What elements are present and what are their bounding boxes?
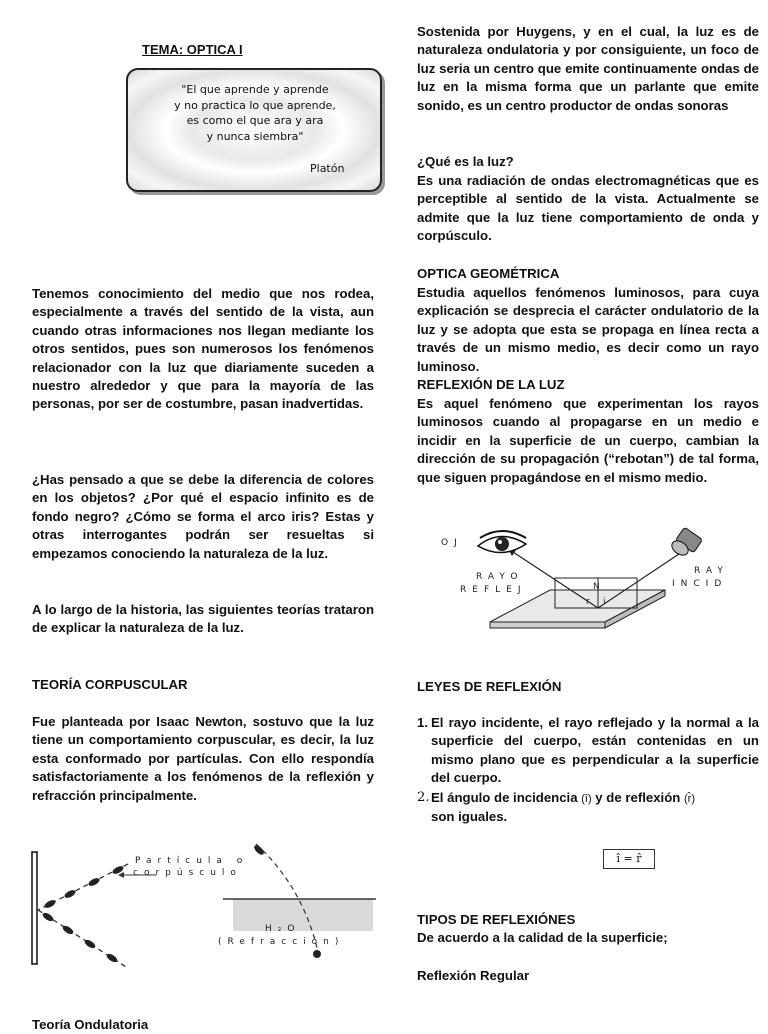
quote-author: Platón bbox=[310, 162, 345, 175]
rayo-incidente-label-2: INCID bbox=[672, 579, 728, 589]
normal-label: N bbox=[593, 582, 606, 592]
law-2-symbol-i: (î) bbox=[581, 793, 592, 805]
quote-line: y nunca siembra" bbox=[206, 129, 304, 143]
law-2-number: 2. bbox=[417, 790, 430, 805]
law-1-number: 1. bbox=[417, 715, 428, 730]
water-label: H₂O bbox=[265, 924, 301, 934]
quote-line: es como el que ara y ara bbox=[186, 114, 324, 127]
law-2-text-a: El ángulo de incidencia bbox=[431, 790, 578, 805]
particle-icon bbox=[63, 889, 76, 900]
que-es-paragraph: Es una radiación de ondas electromagnéticas que es perceptible al sentido de la vista. Actualmente se admite que la luz tiene comportamiento de onda y corpúsculo. bbox=[417, 173, 759, 244]
eye-icon bbox=[478, 531, 526, 553]
reflexion-heading: REFLEXIÓN DE LA LUZ bbox=[417, 377, 565, 392]
ojo-label: OJ bbox=[441, 538, 463, 548]
particle-icon bbox=[105, 952, 118, 964]
tipos-paragraph: De acuerdo a la calidad de la superficie; bbox=[417, 930, 668, 945]
refraction-label: (Refracción) bbox=[218, 937, 345, 947]
intro-paragraph: Tenemos conocimiento del medio que nos rodea, especialmente a través del sentido de la vista, aun cuando otras informaciones nos llegan mediante los otros sentidos, pues son numerosos los fenómenos relacionador con la luz que diariamente suceden a nuestro alrededor y que para la mayoría de las personas, por ser de costumbre, pasan inadvertidas. bbox=[32, 286, 374, 412]
optica-heading: OPTICA GEOMÉTRICA bbox=[417, 266, 560, 281]
reflexion-paragraph: Es aquel fenómeno que experimentan los rayos luminosos cuando al propagarse en un medio e incidir en la superficie de un cuerpo, cambian la dirección de su propagación (“rebotan”) de tal forma, que siguen propagándose en el mismo medio. bbox=[417, 396, 759, 485]
law-2-text bbox=[431, 789, 759, 827]
law-1-text: El rayo incidente, el rayo reflejado y la normal a la superficie del cuerpo, están contenidas en un mismo plano que es perpendicular a la superficie del cuerpo. bbox=[431, 715, 759, 786]
law-2 bbox=[417, 789, 759, 827]
law-2-symbol-r: (r̂) bbox=[684, 793, 695, 805]
tema-sep: : bbox=[178, 42, 187, 57]
rayo-reflejado-label-1: RAYO bbox=[476, 572, 524, 582]
formula-box: î = r̂ bbox=[603, 849, 655, 869]
tema-value: OPTICA I bbox=[186, 42, 243, 57]
que-es-heading: ¿Qué es la luz? bbox=[417, 154, 514, 169]
particle-label-1: Partícula o bbox=[135, 856, 249, 866]
regular-heading: Reflexión Regular bbox=[417, 968, 530, 983]
particle-icon bbox=[253, 844, 266, 857]
tipos-heading: TIPOS DE REFLEXIÓNES bbox=[417, 912, 576, 927]
rayo-incidente-label-1: RAY bbox=[694, 566, 729, 576]
tema-label: TEMA bbox=[142, 42, 179, 57]
particle-icon bbox=[87, 877, 100, 888]
law-2-text-c: son iguales. bbox=[431, 809, 508, 825]
particle-icon bbox=[43, 899, 56, 910]
questions-paragraph: ¿Has pensado a que se debe la diferencia de colores en los objetos? ¿Por qué el espacio infinito es de fondo negro? ¿Cómo se forma el arco iris? Estas y otras interrogantes podrán ser resueltas si empezamos conociendo la naturaleza de la luz. bbox=[32, 472, 374, 561]
ondulatoria-heading: Teoría Ondulatoria bbox=[32, 1017, 149, 1032]
surface-edge bbox=[490, 622, 605, 628]
angle-r-label: r bbox=[586, 597, 590, 607]
optica-paragraph: Estudia aquellos fenómenos luminosos, para cuya explicación se desprecia el carácter ondulatorio de la luz y se adopta que esta se propaga en línea recta a través de un mismo medio, es decir como un rayo luminoso. bbox=[417, 285, 759, 374]
quote-line: "El que aprende y aprende bbox=[181, 83, 329, 96]
corpuscular-heading: TEORÍA CORPUSCULAR bbox=[32, 677, 188, 692]
water-region bbox=[233, 899, 373, 931]
quote-line: y no practica lo que aprende, bbox=[174, 98, 336, 112]
rayo-reflejado-label-2: REFLEJ bbox=[460, 585, 527, 595]
huygens-paragraph: Sostenida por Huygens, y en el cual, la luz es de naturaleza ondulatoria y por consiguiente, un foco de luz seria un centro que emite continuamente ondas de luz en la misma forma que un parlante que emite sonido, es un centro productor de ondas sonoras bbox=[417, 24, 759, 113]
particle-icon bbox=[313, 950, 321, 958]
particle-group-reflected bbox=[41, 911, 118, 964]
page-title bbox=[142, 42, 243, 57]
refraction-path bbox=[256, 844, 318, 952]
history-paragraph: A lo largo de la historia, las siguientes teorías trataron de explicar la naturaleza de la luz. bbox=[32, 602, 374, 636]
particle-label-2: corpúsculo bbox=[133, 868, 242, 878]
mirror-wall bbox=[32, 852, 37, 964]
flashlight-icon bbox=[669, 527, 702, 558]
angle-i-label: i bbox=[603, 597, 606, 607]
quote-text bbox=[150, 82, 360, 144]
corpuscular-paragraph: Fue planteada por Isaac Newton, sostuvo que la luz tiene un comportamiento corpuscular, es decir, la luz esta conformado por partículas. Con ello respondía satisfactoriamente a los fenómenos de la reflexión y refracción principalmente. bbox=[32, 714, 374, 803]
leyes-heading: LEYES DE REFLEXIÓN bbox=[417, 679, 562, 694]
law-1 bbox=[417, 714, 759, 788]
law-2-text-b: y de reflexión bbox=[595, 790, 681, 805]
particle-icon bbox=[41, 911, 54, 923]
